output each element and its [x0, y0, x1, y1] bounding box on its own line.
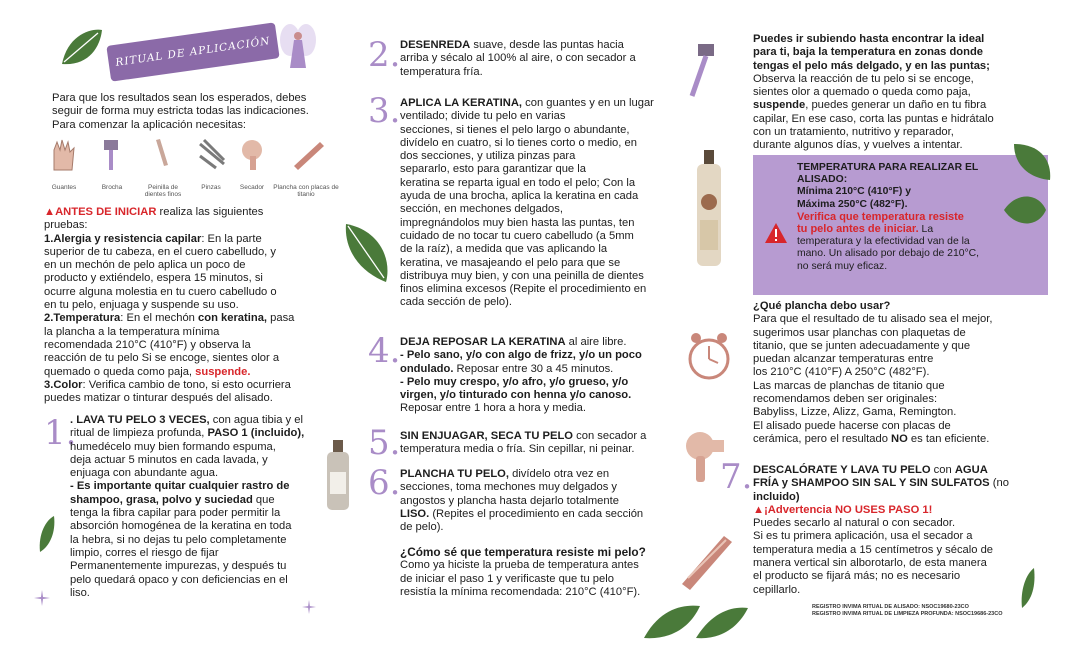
brush-icon — [94, 136, 130, 172]
step-line: secciones, toma mechones muy delgados y — [400, 481, 618, 494]
right-suspende: suspende — [753, 99, 806, 112]
step-bold-line: virgen, y/o tinturado con henna y/o canoso. — [400, 389, 632, 402]
temp-text: pasa — [267, 312, 295, 325]
step-line: manera vertical sin alborotarlo, de esta manera — [753, 557, 987, 570]
step-line: temperatura media o fría. Sin cepillar, ni peinar. — [400, 443, 635, 456]
alergia-line: en un mechón de pelo aplica un poco de — [44, 259, 246, 272]
que-plancha-line: recomendamos deben ser originales: — [753, 393, 938, 406]
tool-label: Brocha — [101, 184, 123, 191]
intro-text — [52, 92, 342, 132]
step-1 — [70, 414, 335, 600]
alergia-line: ocurre alguna molestia en tu cuero cabelludo o — [44, 285, 277, 298]
step-bold: FRÍA y SHAMPOO SIN SAL Y SIN SULFATOS — [753, 477, 990, 490]
step-number: 7. — [720, 457, 753, 497]
step-number: 6. — [368, 463, 401, 503]
step-line: finos elimina excesos (Repite el procedimiento en — [400, 283, 647, 296]
step-line: el producto se fijará más; no es necesario — [753, 570, 961, 583]
registro-line: REGISTRO INVIMA RITUAL DE ALISADO: NSOC19680-23CO — [812, 604, 969, 610]
step-title: DESENREDA — [400, 39, 471, 51]
shampoo-bottle-icon — [324, 440, 352, 512]
temp-box-title: TEMPERATURA PARA REALIZAR EL — [797, 162, 979, 173]
step-line: cada sección de pelo). — [400, 296, 512, 309]
step-line: tenga la fibra capilar para poder permitir la — [70, 507, 281, 520]
right-line: Observa la reacción de tu pelo si se encoge, — [753, 72, 974, 85]
step-line: distribuya muy bien, y con una peinilla de dientes — [400, 269, 644, 282]
step-line: enjuaga con abundante agua. — [70, 467, 219, 480]
step-text: que — [252, 493, 275, 506]
step-5 — [400, 430, 690, 457]
antes-line: pruebas: — [44, 219, 88, 232]
step-text: Reposar entre 30 a 45 minutos. — [453, 362, 614, 375]
step-number: 1. — [44, 413, 77, 453]
step-bold-line: incluido) — [753, 490, 800, 503]
banner-title: RITUAL DE APLICACIÓN — [114, 35, 272, 69]
step-title: PLANCHA TU PELO, — [400, 468, 509, 480]
step-line: angostos y plancha hasta dejarlo totalmente — [400, 494, 619, 507]
sparkle-icon — [34, 590, 50, 606]
hairdryer-icon — [238, 136, 274, 172]
alergia-line: superior de tu cabeza, en el cuero cabelludo, y — [44, 245, 276, 258]
como-se-line: Como ya hiciste la prueba de temperatura antes — [400, 559, 639, 572]
step-line: deja actuar 5 minutos en cada lavada, y — [70, 453, 268, 466]
tool-label: Pinzas — [201, 184, 221, 191]
leaf-icon — [1010, 140, 1054, 184]
step-bold-line: - Pelo sano, y/o con algo de frizz, y/o un poco — [400, 349, 642, 362]
temp-box-warning: tu pelo antes de iniciar. — [797, 223, 919, 236]
color-line: puedes matizar o tinturar después del alisado. — [44, 392, 273, 405]
step-text: ritual de limpieza profunda, — [70, 427, 208, 440]
fairy-icon — [276, 22, 318, 82]
tool-label: Peinilla de dientes finos — [144, 184, 182, 198]
step-title: DEJA REPOSAR LA KERATINA — [400, 336, 566, 348]
step-text: (no — [989, 477, 1009, 490]
right-bold-line: Puedes ir subiendo hasta encontrar la ideal — [753, 33, 985, 45]
que-plancha-section — [753, 300, 1048, 446]
step-number: 3. — [368, 91, 401, 131]
que-plancha-line: Las marcas de planchas de titanio que — [753, 379, 945, 392]
comb-icon — [146, 136, 182, 172]
que-plancha-line: sugerimos usar planchas con plaquetas de — [753, 326, 966, 339]
warning-icon — [764, 222, 788, 244]
ritual-banner — [106, 22, 279, 81]
alergia-line: en tu pelo, enjuaga y suspende su uso. — [44, 299, 239, 312]
step-line: limpio, corres el riesgo de fijar — [70, 546, 219, 559]
temp-box-min: Mínima 210°C (410°F) y — [797, 186, 911, 198]
leaf-icon — [640, 598, 750, 642]
step-line: la hebra, si no dejas tu pelo completamente — [70, 533, 287, 546]
leaf-icon — [36, 514, 58, 554]
clock-icon — [686, 330, 732, 384]
que-plancha-line: es tan eficiente. — [907, 432, 990, 445]
step-2 — [400, 39, 690, 79]
temp-line: recomendada 210°C (410°F) y observa la — [44, 338, 251, 351]
antes-section — [44, 206, 344, 405]
temp-bold: con keratina, — [198, 312, 268, 325]
flat-iron-icon — [290, 136, 326, 172]
flat-iron-icon — [676, 528, 736, 592]
step-line: keratina se reparta igual en todo el pelo; Con la — [400, 176, 636, 189]
advertencia-text: ¡Advertencia NO USES PASO 1! — [764, 503, 933, 516]
tool-label: Plancha con placas de titanio — [273, 184, 339, 198]
alergia-title: 1.Alergia y resistencia capilar — [44, 232, 202, 245]
step-line: de la raíz), a medida que vas aplicando la — [400, 243, 608, 256]
right-line: durante algunos días, y vuelves a intentar. — [753, 139, 963, 152]
step-number: 2. — [368, 35, 401, 75]
step-line: secciones, si tienes el pelo largo o abundante, — [400, 123, 630, 136]
gloves-icon — [46, 136, 82, 172]
temp-line: la plancha a la temperatura mínima — [44, 325, 220, 338]
temp-text: : En el mechón — [120, 312, 199, 325]
step-bold-line: - Es importante quitar cualquier rastro de — [70, 480, 290, 493]
step-bold: LISO. — [400, 507, 430, 520]
step-line: cuidado de no tocar tu cuero cabelludo (a 5mm — [400, 229, 634, 242]
temp-title: 2.Temperatura — [44, 312, 121, 325]
step-line: de pelo). — [400, 521, 444, 534]
step-line: absorción homogénea de la keratina en toda — [70, 520, 292, 533]
temp-box-line: no será muy eficaz. — [797, 260, 888, 272]
temp-box-warning: Verifica que temperatura resiste — [797, 210, 964, 223]
right-bold-line: tengas el pelo más delgado, y en las puntas; — [753, 59, 990, 72]
step-bold-line: shampoo, grasa, polvo y suciedad — [70, 493, 253, 506]
warning-icon: ▲ — [44, 206, 56, 218]
step-text: con — [930, 464, 955, 476]
right-bold-line: para ti, baja la temperatura en zonas donde — [753, 46, 984, 59]
step-text: suave, desde las puntas hacia — [470, 39, 624, 51]
sparkle-icon — [302, 600, 316, 614]
step-3 — [400, 97, 690, 310]
antes-rest: realiza las siguientes — [156, 206, 264, 218]
como-se-line: resistía la mínima recomendada: 210°C (410°F). — [400, 585, 641, 598]
color-line: : Verifica cambio de tono, si esto ocurriera — [82, 378, 291, 391]
intro-line: Para que los resultados sean los esperados, debes — [52, 92, 307, 104]
step-line: divídelo en cuatro, si lo tienes corto o medio, en — [400, 136, 637, 149]
step-line: cepillarlo. — [753, 583, 801, 596]
warning-icon: ▲ — [753, 503, 765, 516]
que-plancha-line: El alisado puede hacerse con placas de — [753, 419, 951, 432]
step-line: ventilado; divide tu pelo en varias — [400, 110, 566, 123]
antes-title: ANTES DE INICIAR — [55, 206, 157, 218]
step-bold: ondulado. — [400, 362, 454, 375]
temp-line: reacción de tu pelo Si se encoge, sientes olor a — [44, 352, 280, 365]
step-7 — [753, 464, 1043, 597]
step-line: Permanentemente impurezas, y después tu — [70, 560, 287, 573]
que-plancha-line: cerámica, pero el resultado — [753, 432, 892, 445]
step-bold: AGUA — [954, 464, 988, 476]
leaf-icon — [340, 220, 394, 286]
leaf-icon — [1018, 566, 1038, 610]
step-bold-line: - Pelo muy crespo, y/o afro, y/o grueso, y/o — [400, 375, 629, 388]
step-title: SIN ENJUAGAR, SECA TU PELO — [400, 430, 574, 442]
step-6 — [400, 468, 690, 534]
leaf-icon — [1000, 190, 1048, 230]
registro-line: REGISTRO INVIMA RITUAL DE LIMPIEZA PROFUNDA: NSOC19686-23CO — [812, 611, 1003, 617]
step-line: ayuda de una brocha, aplica la keratina en cada — [400, 190, 639, 203]
intro-line: seguir de forma muy estricta todas las indicaciones. — [52, 105, 309, 118]
step-line: liso. — [70, 586, 90, 599]
temp-box-line: La — [918, 224, 934, 236]
brush-icon — [678, 40, 724, 100]
que-plancha-line: los 210°C (410°F) A 250°C (482°F). — [753, 366, 930, 379]
step-title: APLICA LA KERATINA, — [400, 97, 523, 109]
tool-label: Secador — [239, 184, 265, 191]
step-line: temperatura media a 15 centímetros y sécalo de — [753, 543, 994, 556]
step-bold: PASO 1 (incluido), — [207, 427, 305, 440]
temp-box-line: mano. Un alisado por debajo de 210°C, — [797, 248, 980, 260]
intro-line: Para comenzar la aplicación necesitas: — [52, 118, 247, 131]
step-line: Puedes secarlo al natural o con secador. — [753, 517, 956, 530]
step-line: keratina, ve masajeando el pelo para que se — [400, 256, 621, 269]
color-title: 3.Color — [44, 378, 83, 391]
step-text: (Repites el procedimiento en cada sección — [429, 507, 644, 520]
right-line: sientes olor a quemado o queda como paja, — [753, 86, 971, 99]
keratin-bottle-icon — [694, 150, 724, 268]
step-line: arriba y sécalo al 100% al aire, o con secador a — [400, 52, 636, 65]
step-line: Si es tu primera aplicación, usa el secador a — [753, 530, 973, 543]
step-number: 5. — [368, 423, 401, 463]
step-title: . LAVA TU PELO 3 VECES, — [70, 414, 210, 426]
right-line: , puedes generar un daño en tu fibra — [805, 99, 987, 112]
step-text: divídelo otra vez en — [508, 468, 610, 480]
como-se-section — [400, 546, 690, 599]
tools-row — [42, 136, 342, 198]
step-text: con guantes y en un lugar — [522, 97, 654, 109]
como-se-title: ¿Cómo sé que temperatura resiste mi pelo? — [400, 545, 646, 559]
temp-box-max: Máxima 250°C (482°F). — [797, 198, 908, 210]
temp-box-line: temperatura y la efectividad van de la — [797, 236, 970, 248]
que-plancha-line: puedan alcanzar temperaturas entre — [753, 353, 934, 366]
temp-line: quemado o queda como paja, — [44, 365, 196, 378]
right-line: con un tratamiento, nutritivo y reparador, — [753, 126, 954, 139]
leaf-icon — [58, 24, 106, 72]
step-number: 4. — [368, 331, 401, 371]
step-line: temperatura fría. — [400, 65, 483, 78]
alergia-line: : En la parte — [201, 232, 262, 245]
step-line: humedécelo muy bien formando espuma, — [70, 440, 276, 453]
step-line: sección, en mechones delgados, — [400, 203, 563, 216]
step-line: Reposar entre 1 hora a hora y media. — [400, 402, 586, 415]
temp-box-title: ALISADO: — [797, 174, 848, 186]
step-text: con secador a — [573, 430, 647, 442]
right-line: capilar, En ese caso, corta las puntas e hidrátalo — [753, 112, 994, 125]
step-text: al aire libre. — [565, 336, 627, 348]
que-plancha-no: NO — [891, 432, 908, 445]
right-top-text — [753, 33, 1043, 153]
tool-label: Guantes — [51, 184, 77, 191]
como-se-line: de iniciar el paso 1 y verificaste que tu pelo — [400, 572, 614, 585]
clips-icon — [194, 136, 230, 172]
que-plancha-line: Babyliss, Lizze, Alizz, Gama, Remington. — [753, 406, 957, 419]
alergia-line: producto y extiéndelo, espera 15 minutos, si — [44, 272, 263, 285]
step-title: DESCALÓRATE Y LAVA TU PELO — [753, 464, 931, 476]
step-line: dos secciones, y utiliza pinzas para — [400, 150, 576, 163]
step-line: impregnándolos muy bien hasta las puntas, ten — [400, 216, 635, 229]
que-plancha-line: Para que el resultado de tu alisado sea el mejor, — [753, 313, 993, 326]
step-line: separarlo, esto para garantizar que la — [400, 163, 586, 176]
step-4 — [400, 336, 690, 416]
que-plancha-title: ¿Qué plancha debo usar? — [753, 300, 891, 312]
step-line: pelo quedará opaco y con deficiencias en el — [70, 573, 288, 586]
suspende-text: suspende. — [195, 365, 251, 378]
que-plancha-line: titanio, que se junten adecuadamente y que — [753, 339, 971, 352]
step-text: con agua tibia y el — [209, 414, 303, 426]
